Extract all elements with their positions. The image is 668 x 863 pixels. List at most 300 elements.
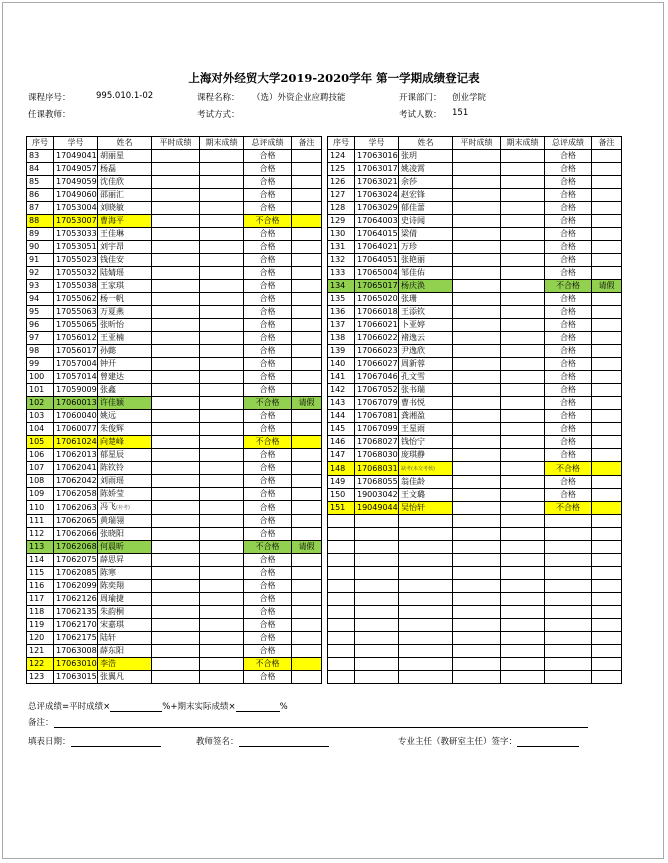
student-id: 17056017 bbox=[54, 345, 98, 358]
row-no: 123 bbox=[27, 671, 54, 684]
student-id: 17049041 bbox=[54, 150, 98, 163]
table-row bbox=[328, 423, 622, 436]
final-score bbox=[501, 176, 545, 189]
student-name: 张翼凡 bbox=[98, 671, 152, 684]
student-name: 王添钦 bbox=[399, 306, 453, 319]
usual-score bbox=[152, 332, 200, 345]
usual-score bbox=[152, 189, 200, 202]
final-score bbox=[501, 280, 545, 293]
table-row bbox=[27, 358, 322, 371]
student-id: 17065020 bbox=[355, 293, 399, 306]
table-row bbox=[27, 293, 322, 306]
student-id: 17049059 bbox=[54, 176, 98, 189]
student-name: 翁佳龄 bbox=[399, 476, 453, 489]
usual-score bbox=[453, 671, 501, 684]
student-name: 郁星辰 bbox=[98, 449, 152, 462]
total-score: 合格 bbox=[545, 332, 592, 345]
total-score: 合格 bbox=[244, 150, 292, 163]
student-name: 卜亚婷 bbox=[399, 319, 453, 332]
table-row bbox=[328, 632, 622, 645]
row-no: 113 bbox=[27, 541, 54, 554]
student-id: 17063008 bbox=[54, 645, 98, 658]
table-row bbox=[328, 619, 622, 632]
usual-score bbox=[453, 215, 501, 228]
final-score bbox=[501, 593, 545, 606]
usual-score bbox=[453, 580, 501, 593]
total-score: 不合格 bbox=[244, 397, 292, 410]
table-row bbox=[27, 619, 322, 632]
table-row bbox=[27, 202, 322, 215]
student-name bbox=[399, 528, 453, 541]
row-no bbox=[328, 593, 355, 606]
total-score bbox=[545, 593, 592, 606]
usual-score bbox=[453, 306, 501, 319]
table-row bbox=[27, 254, 322, 267]
row-note bbox=[592, 632, 622, 645]
usual-score bbox=[453, 163, 501, 176]
student-id: 17056012 bbox=[54, 332, 98, 345]
student-id: 17063017 bbox=[355, 163, 399, 176]
usual-score bbox=[453, 632, 501, 645]
student-id: 17062058 bbox=[54, 488, 98, 501]
usual-score bbox=[453, 228, 501, 241]
usual-weight-blank[interactable] bbox=[110, 702, 162, 712]
total-score: 合格 bbox=[244, 202, 292, 215]
row-note bbox=[592, 567, 622, 580]
total-score: 合格 bbox=[545, 358, 592, 371]
final-score bbox=[200, 554, 244, 567]
table-row bbox=[27, 397, 322, 410]
student-name: 王佳琳 bbox=[98, 228, 152, 241]
final-score bbox=[200, 593, 244, 606]
total-score: 合格 bbox=[545, 267, 592, 280]
total-score: 合格 bbox=[244, 632, 292, 645]
student-id bbox=[355, 632, 399, 645]
remarks-line bbox=[28, 716, 588, 728]
student-id: 17053004 bbox=[54, 202, 98, 215]
student-name: 杨一帆 bbox=[98, 293, 152, 306]
student-name: 何晨昕 bbox=[98, 541, 152, 554]
total-score bbox=[545, 645, 592, 658]
table-row bbox=[328, 645, 622, 658]
row-no: 105 bbox=[27, 436, 54, 449]
row-note bbox=[292, 554, 322, 567]
usual-score bbox=[152, 176, 200, 189]
row-note: 请假 bbox=[592, 280, 622, 293]
grade-table-left bbox=[26, 136, 322, 684]
table-row bbox=[328, 228, 622, 241]
student-id: 17061024 bbox=[54, 436, 98, 449]
row-note bbox=[592, 189, 622, 202]
final-weight-blank[interactable] bbox=[236, 702, 280, 712]
row-note bbox=[592, 541, 622, 554]
student-id: 17062013 bbox=[54, 449, 98, 462]
usual-score bbox=[152, 423, 200, 436]
row-note bbox=[292, 176, 322, 189]
row-no: 134 bbox=[328, 280, 355, 293]
usual-score bbox=[453, 293, 501, 306]
final-score bbox=[501, 515, 545, 528]
row-no: 110 bbox=[27, 501, 54, 515]
student-id bbox=[355, 593, 399, 606]
usual-score bbox=[152, 645, 200, 658]
total-score: 合格 bbox=[545, 345, 592, 358]
table-row bbox=[27, 515, 322, 528]
final-score bbox=[200, 606, 244, 619]
usual-score bbox=[152, 293, 200, 306]
row-note bbox=[592, 645, 622, 658]
director-sign-blank[interactable] bbox=[517, 737, 579, 747]
row-note bbox=[292, 358, 322, 371]
name-annotation: 缺考(未交考核) bbox=[401, 466, 435, 472]
row-note bbox=[592, 515, 622, 528]
row-note bbox=[292, 423, 322, 436]
grade-table-right bbox=[327, 136, 622, 684]
row-no: 104 bbox=[27, 423, 54, 436]
student-id: 17062065 bbox=[54, 515, 98, 528]
row-no: 106 bbox=[27, 449, 54, 462]
row-note bbox=[292, 332, 322, 345]
header-usual: 平时成绩 bbox=[453, 137, 501, 150]
table-row bbox=[328, 554, 622, 567]
total-score: 合格 bbox=[244, 319, 292, 332]
final-score bbox=[501, 345, 545, 358]
row-no: 122 bbox=[27, 658, 54, 671]
final-score bbox=[501, 163, 545, 176]
usual-score bbox=[453, 280, 501, 293]
student-name: 褚逸云 bbox=[399, 332, 453, 345]
final-score bbox=[501, 397, 545, 410]
row-note bbox=[592, 476, 622, 489]
student-id: 17066021 bbox=[355, 319, 399, 332]
final-score bbox=[501, 332, 545, 345]
header-total: 总评成绩 bbox=[244, 137, 292, 150]
header-id: 学号 bbox=[54, 137, 98, 150]
final-score bbox=[501, 410, 545, 423]
formula-suffix: % bbox=[279, 702, 288, 712]
table-row bbox=[328, 280, 622, 293]
final-score bbox=[200, 580, 244, 593]
usual-score bbox=[152, 319, 200, 332]
usual-score bbox=[152, 384, 200, 397]
row-no: 86 bbox=[27, 189, 54, 202]
header-no: 序号 bbox=[27, 137, 54, 150]
final-score bbox=[501, 293, 545, 306]
row-note bbox=[292, 475, 322, 488]
student-name: 龚湘盈 bbox=[399, 410, 453, 423]
formula-line bbox=[28, 700, 288, 712]
student-name: 郁佳蕾 bbox=[399, 202, 453, 215]
total-score bbox=[545, 541, 592, 554]
usual-score bbox=[453, 423, 501, 436]
total-score: 合格 bbox=[545, 189, 592, 202]
student-id: 17055032 bbox=[54, 267, 98, 280]
row-note bbox=[592, 489, 622, 502]
student-id: 17060040 bbox=[54, 410, 98, 423]
total-score: 不合格 bbox=[545, 462, 592, 476]
total-score: 合格 bbox=[545, 436, 592, 449]
student-name: 张书瑞 bbox=[399, 384, 453, 397]
total-score: 合格 bbox=[545, 176, 592, 189]
student-name bbox=[399, 632, 453, 645]
usual-score bbox=[152, 267, 200, 280]
total-score: 合格 bbox=[244, 475, 292, 488]
total-score: 合格 bbox=[545, 384, 592, 397]
final-score bbox=[200, 475, 244, 488]
row-note bbox=[592, 241, 622, 254]
total-score: 合格 bbox=[545, 449, 592, 462]
final-score bbox=[501, 449, 545, 462]
row-note bbox=[592, 293, 622, 306]
total-score: 合格 bbox=[244, 410, 292, 423]
final-score bbox=[501, 671, 545, 684]
final-score bbox=[501, 254, 545, 267]
total-score: 合格 bbox=[545, 371, 592, 384]
total-score: 合格 bbox=[244, 176, 292, 189]
row-note bbox=[592, 619, 622, 632]
row-no: 146 bbox=[328, 436, 355, 449]
student-id: 17063010 bbox=[54, 658, 98, 671]
student-id: 17055023 bbox=[54, 254, 98, 267]
row-no: 92 bbox=[27, 267, 54, 280]
student-name: 钟开 bbox=[98, 358, 152, 371]
usual-score bbox=[453, 541, 501, 554]
date-blank[interactable] bbox=[71, 737, 161, 747]
student-id: 17053051 bbox=[54, 241, 98, 254]
remarks-blank[interactable] bbox=[54, 718, 588, 728]
table-row bbox=[27, 541, 322, 554]
final-score bbox=[501, 658, 545, 671]
final-score bbox=[200, 306, 244, 319]
table-row bbox=[27, 606, 322, 619]
table-row bbox=[27, 475, 322, 488]
usual-score bbox=[152, 215, 200, 228]
row-no: 147 bbox=[328, 449, 355, 462]
total-score bbox=[545, 632, 592, 645]
total-score: 合格 bbox=[244, 645, 292, 658]
final-score bbox=[501, 358, 545, 371]
student-name: 孔文雪 bbox=[399, 371, 453, 384]
total-score: 合格 bbox=[244, 501, 292, 515]
usual-score bbox=[152, 306, 200, 319]
usual-score bbox=[453, 176, 501, 189]
usual-score bbox=[453, 202, 501, 215]
student-name bbox=[399, 580, 453, 593]
usual-score bbox=[453, 554, 501, 567]
total-score: 合格 bbox=[545, 241, 592, 254]
student-name: 吴怡轩 bbox=[399, 502, 453, 515]
usual-score bbox=[453, 528, 501, 541]
student-name: 曹海平 bbox=[98, 215, 152, 228]
final-score bbox=[501, 528, 545, 541]
total-score: 不合格 bbox=[545, 280, 592, 293]
total-score bbox=[545, 619, 592, 632]
final-score bbox=[200, 462, 244, 475]
usual-score bbox=[453, 645, 501, 658]
row-no: 103 bbox=[27, 410, 54, 423]
student-name: 张鑫 bbox=[98, 384, 152, 397]
table-row bbox=[328, 515, 622, 528]
total-score: 合格 bbox=[244, 254, 292, 267]
row-no: 138 bbox=[328, 332, 355, 345]
row-note bbox=[592, 593, 622, 606]
final-score bbox=[200, 671, 244, 684]
student-id: 17064003 bbox=[355, 215, 399, 228]
total-score: 合格 bbox=[545, 306, 592, 319]
total-score: 合格 bbox=[545, 397, 592, 410]
total-score: 合格 bbox=[244, 554, 292, 567]
row-note bbox=[592, 176, 622, 189]
row-note bbox=[292, 410, 322, 423]
total-score: 合格 bbox=[244, 423, 292, 436]
table-row bbox=[328, 293, 622, 306]
student-name bbox=[399, 658, 453, 671]
row-no: 102 bbox=[27, 397, 54, 410]
final-score bbox=[200, 254, 244, 267]
usual-score bbox=[453, 150, 501, 163]
row-no: 150 bbox=[328, 489, 355, 502]
usual-score bbox=[152, 671, 200, 684]
final-score bbox=[501, 476, 545, 489]
usual-score bbox=[453, 462, 501, 476]
table-row bbox=[27, 163, 322, 176]
student-id: 17066023 bbox=[355, 345, 399, 358]
final-score bbox=[200, 449, 244, 462]
total-score: 合格 bbox=[244, 384, 292, 397]
row-no: 109 bbox=[27, 488, 54, 501]
table-row bbox=[328, 397, 622, 410]
table-row bbox=[27, 306, 322, 319]
student-id: 17067099 bbox=[355, 423, 399, 436]
student-id: 17062175 bbox=[54, 632, 98, 645]
final-score bbox=[501, 241, 545, 254]
row-no: 143 bbox=[328, 397, 355, 410]
table-row bbox=[328, 319, 622, 332]
row-no bbox=[328, 541, 355, 554]
total-score: 不合格 bbox=[244, 215, 292, 228]
total-score: 合格 bbox=[244, 332, 292, 345]
student-name: 向楚峰 bbox=[98, 436, 152, 449]
student-id: 17055038 bbox=[54, 280, 98, 293]
student-id bbox=[355, 567, 399, 580]
student-name: 曾建达 bbox=[98, 371, 152, 384]
student-id: 17063029 bbox=[355, 202, 399, 215]
student-id: 17057014 bbox=[54, 371, 98, 384]
student-id: 17066018 bbox=[355, 306, 399, 319]
total-score: 合格 bbox=[545, 293, 592, 306]
row-no: 127 bbox=[328, 189, 355, 202]
row-note bbox=[592, 345, 622, 358]
table-row bbox=[328, 371, 622, 384]
final-score bbox=[200, 345, 244, 358]
row-no: 108 bbox=[27, 475, 54, 488]
student-id bbox=[355, 645, 399, 658]
row-note bbox=[592, 436, 622, 449]
student-name: 万夏燕 bbox=[98, 306, 152, 319]
student-id bbox=[355, 528, 399, 541]
student-id bbox=[355, 515, 399, 528]
table-row bbox=[328, 254, 622, 267]
total-score: 合格 bbox=[244, 567, 292, 580]
formula-prefix: 总评成绩=平时成绩× bbox=[28, 702, 111, 712]
student-id: 17062075 bbox=[54, 554, 98, 567]
row-note bbox=[592, 423, 622, 436]
dept: 创业学院 bbox=[452, 93, 487, 103]
usual-score bbox=[152, 163, 200, 176]
exam-mode-label: 考试方式： bbox=[197, 110, 240, 120]
row-note bbox=[592, 306, 622, 319]
row-note bbox=[292, 632, 322, 645]
table-row bbox=[27, 449, 322, 462]
usual-score bbox=[152, 241, 200, 254]
total-score: 合格 bbox=[244, 515, 292, 528]
student-id: 17062066 bbox=[54, 528, 98, 541]
usual-score bbox=[152, 475, 200, 488]
student-name: 孙懿 bbox=[98, 345, 152, 358]
student-name: 周瑜捷 bbox=[98, 593, 152, 606]
student-name: 张珊 bbox=[399, 293, 453, 306]
student-id bbox=[355, 554, 399, 567]
usual-score bbox=[453, 658, 501, 671]
student-id: 17064021 bbox=[355, 241, 399, 254]
final-score bbox=[501, 619, 545, 632]
teacher-sign-blank[interactable] bbox=[239, 737, 329, 747]
total-score: 不合格 bbox=[545, 502, 592, 515]
student-id: 17064051 bbox=[355, 254, 399, 267]
student-name: 刘宇昂 bbox=[98, 241, 152, 254]
student-name: 梁倩 bbox=[399, 228, 453, 241]
teacher-sign-label: 教师签名： bbox=[196, 737, 239, 747]
final-score bbox=[501, 384, 545, 397]
row-no: 120 bbox=[27, 632, 54, 645]
student-name: 薛思昇 bbox=[98, 554, 152, 567]
final-score bbox=[501, 423, 545, 436]
student-id: 17049057 bbox=[54, 163, 98, 176]
row-no: 88 bbox=[27, 215, 54, 228]
header-total: 总评成绩 bbox=[545, 137, 592, 150]
total-score bbox=[545, 515, 592, 528]
row-no: 144 bbox=[328, 410, 355, 423]
table-row bbox=[27, 567, 322, 580]
table-row bbox=[27, 332, 322, 345]
table-row bbox=[328, 541, 622, 554]
final-score bbox=[200, 501, 244, 515]
student-id: 17066022 bbox=[355, 332, 399, 345]
page-title: 上海对外经贸大学2019-2020学年 第一学期成绩登记表 bbox=[188, 71, 480, 85]
final-score bbox=[501, 189, 545, 202]
table-row bbox=[328, 410, 622, 423]
usual-score bbox=[152, 501, 200, 515]
usual-score bbox=[453, 476, 501, 489]
usual-score bbox=[152, 515, 200, 528]
student-id: 17055063 bbox=[54, 306, 98, 319]
final-score bbox=[200, 645, 244, 658]
table-row bbox=[27, 215, 322, 228]
usual-score bbox=[152, 554, 200, 567]
total-score: 合格 bbox=[545, 410, 592, 423]
student-id: 17062041 bbox=[54, 462, 98, 475]
remarks-label: 备注： bbox=[28, 718, 54, 728]
total-score: 合格 bbox=[244, 449, 292, 462]
total-score: 不合格 bbox=[244, 658, 292, 671]
student-name: 周新蓉 bbox=[399, 358, 453, 371]
total-score: 不合格 bbox=[244, 541, 292, 554]
student-id: 17067079 bbox=[355, 397, 399, 410]
student-id: 17055065 bbox=[54, 319, 98, 332]
usual-score bbox=[453, 345, 501, 358]
row-no: 137 bbox=[328, 319, 355, 332]
row-no: 97 bbox=[27, 332, 54, 345]
